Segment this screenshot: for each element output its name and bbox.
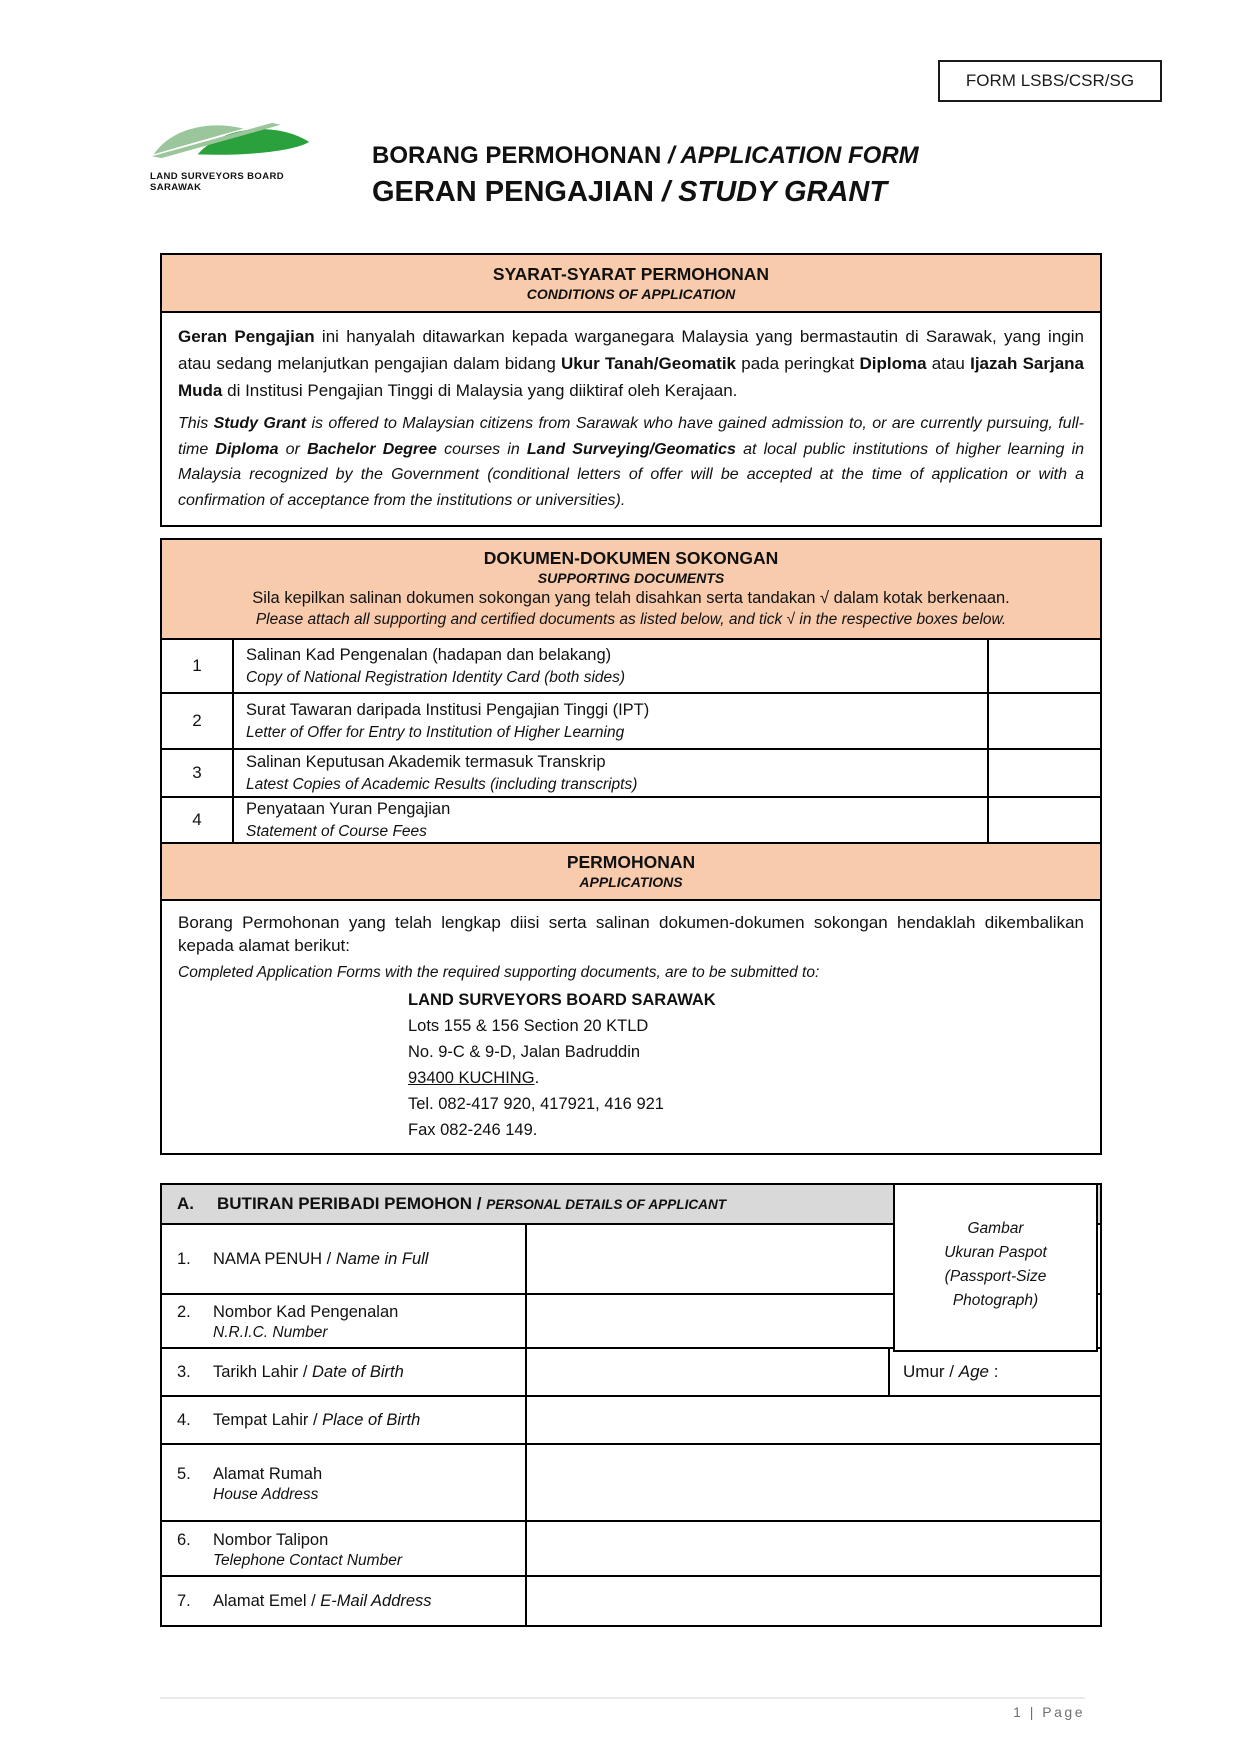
applications-heading-en: APPLICATIONS (579, 874, 683, 890)
field-label: Tarikh Lahir / Date of Birth (213, 1363, 404, 1381)
form-title-line1: BORANG PERMOHONAN / APPLICATION FORM (372, 142, 919, 169)
field-label: NAMA PENUH / Name in Full (213, 1250, 429, 1268)
footer-divider (160, 1697, 1085, 1699)
document-checkbox-cell-2[interactable] (987, 694, 1100, 748)
documents-note-my: Sila kepilkan salinan dokumen sokongan yang telah disahkan serta tandakan √ dalam kotak berkenaan. (252, 589, 1010, 607)
address-line-1: Lots 155 & 156 Section 20 KTLD (408, 1017, 649, 1035)
address-line-2: No. 9-C & 9-D, Jalan Badruddin (408, 1043, 641, 1061)
document-row-number: 1 (162, 640, 234, 692)
passport-photo-box[interactable] (893, 1183, 1098, 1352)
email-input-cell[interactable] (527, 1577, 1100, 1625)
documents-heading-en: SUPPORTING DOCUMENTS (537, 570, 725, 586)
conditions-section (160, 253, 1102, 527)
document-desc-my: Surat Tawaran daripada Institusi Pengajian Tinggi (IPT) (246, 700, 650, 719)
conditions-heading-en: CONDITIONS OF APPLICATION (526, 286, 736, 302)
document-desc-en: Latest Copies of Academic Results (including transcripts) (246, 775, 638, 793)
conditions-body (162, 313, 1100, 525)
document-desc-en: Letter of Offer for Entry to Institution of Higher Learning (246, 723, 625, 741)
form-code-box (938, 60, 1162, 102)
field-label: Nombor Kad Pengenalan (213, 1303, 399, 1321)
field-row-telephone (162, 1522, 1100, 1577)
conditions-header-band (162, 255, 1100, 313)
documents-header-band (162, 540, 1100, 640)
field-row-email (162, 1577, 1100, 1625)
field-row-date-of-birth (162, 1349, 1100, 1397)
field-row-house-address (162, 1445, 1100, 1522)
document-row-number: 3 (162, 750, 234, 796)
address-city: 93400 KUCHING (408, 1069, 535, 1087)
address-line-3 (408, 1065, 1084, 1091)
field-label-en: Telephone Contact Number (213, 1551, 402, 1569)
documents-heading-my: DOKUMEN-DOKUMEN SOKONGAN (483, 548, 779, 568)
logo-hills-icon (150, 151, 312, 168)
document-desc-my: Salinan Kad Pengenalan (hadapan dan belakang) (246, 645, 612, 664)
photo-box-line3: (Passport-Size (944, 1268, 1047, 1285)
documents-note-en: Please attach all supporting and certified documents as listed below, and tick √ in the respective boxes below. (255, 611, 1007, 628)
document-row-3 (162, 750, 1100, 798)
place-of-birth-input-cell[interactable] (527, 1397, 1100, 1443)
field-number: 2. (177, 1303, 191, 1321)
form-code-text: FORM LSBS/CSR/SG (965, 71, 1135, 90)
document-row-4 (162, 798, 1100, 844)
form-title-line2: GERAN PENGAJIAN / STUDY GRANT (372, 176, 888, 208)
telephone-input-cell[interactable] (527, 1522, 1100, 1575)
document-row-2 (162, 694, 1100, 750)
conditions-paragraph-my: Geran Pengajian ini hanyalah ditawarkan kepada warganegara Malaysia yang bermastautin di Sarawak, yang ingin atau sedang melanjutkan pengajian dalam bidang Ukur Tanah/Geomatik pada peringkat Diploma atau Ijazah Sarjana Muda di Institusi Pengajian Tinggi di Malaysia yang diiktiraf oleh Kerajaan. (178, 327, 1084, 400)
house-address-input-cell[interactable] (527, 1445, 1100, 1520)
field-label: Alamat Emel / E-Mail Address (213, 1592, 432, 1610)
field-label-en: N.R.I.C. Number (213, 1324, 328, 1341)
applications-header-band (162, 844, 1100, 901)
section-a-letter: A. (177, 1194, 194, 1213)
field-number: 4. (177, 1411, 191, 1429)
photo-box-line2: Ukuran Paspot (944, 1244, 1047, 1261)
section-a-heading: BUTIRAN PERIBADI PEMOHON / PERSONAL DETAILS OF APPLICANT (217, 1194, 727, 1213)
photo-box-line4: Photograph) (952, 1292, 1039, 1309)
organization-logo (150, 118, 328, 193)
applications-paragraph-en: Completed Application Forms with the required supporting documents, are to be submitted to: (178, 964, 820, 981)
document-desc-en: Copy of National Registration Identity Card (both sides) (246, 668, 626, 686)
applications-paragraph-my: Borang Permohonan yang telah lengkap diisi serta salinan dokumen-dokumen sokongan hendaklah dikembalikan kepada alamat berikut: (178, 913, 1084, 955)
document-desc-en: Statement of Course Fees (246, 822, 427, 840)
field-number: 1. (177, 1250, 191, 1268)
document-row-description (234, 694, 987, 748)
documents-section (160, 538, 1102, 1155)
field-number: 7. (177, 1592, 191, 1610)
address-telephone: Tel. 082-417 920, 417921, 416 921 (408, 1095, 664, 1113)
conditions-paragraph-en: This Study Grant is offered to Malaysian citizens from Sarawak who have gained admission to, or are currently pursuing, full-time Diploma or Bachelor Degree courses in Land Surveying/Geomatics at local public institutions of higher learning in Malaysia recognized by the Government (conditional letters of offer will be accepted at the time of application or with a confirmation of acceptance from the institutions or universities). (178, 415, 1085, 509)
document-checkbox-cell-3[interactable] (987, 750, 1100, 796)
photo-box-line1: Gambar (967, 1220, 1024, 1237)
age-cell[interactable] (890, 1349, 1100, 1395)
document-row-number: 2 (162, 694, 234, 748)
submission-address (408, 987, 1084, 1143)
document-row-description (234, 640, 987, 692)
field-number: 6. (177, 1530, 191, 1549)
field-number: 3. (177, 1363, 191, 1381)
field-number: 5. (177, 1464, 191, 1483)
conditions-heading-my: SYARAT-SYARAT PERMOHONAN (492, 264, 770, 284)
field-label-en: House Address (213, 1485, 319, 1503)
document-checkbox-cell-4[interactable] (987, 798, 1100, 842)
document-desc-my: Salinan Keputusan Akademik termasuk Transkrip (246, 752, 606, 771)
personal-details-section (160, 1183, 1102, 1627)
document-checkbox-cell-1[interactable] (987, 640, 1100, 692)
address-city-period: . (534, 1069, 540, 1087)
applications-body (162, 901, 1100, 1153)
address-org-name: LAND SURVEYORS BOARD SARAWAK (408, 991, 716, 1009)
form-title (372, 141, 919, 211)
document-row-1 (162, 640, 1100, 694)
address-fax: Fax 082-246 149. (408, 1121, 538, 1139)
field-label: Tempat Lahir / Place of Birth (213, 1411, 421, 1429)
document-row-number: 4 (162, 798, 234, 842)
applications-heading-my: PERMOHONAN (566, 852, 696, 872)
age-label: Umur / Age : (903, 1362, 999, 1381)
document-desc-my: Penyataan Yuran Pengajian (246, 799, 451, 818)
page-number: 1 | Page (1013, 1704, 1085, 1720)
field-label: Nombor Talipon (213, 1530, 329, 1549)
field-row-place-of-birth (162, 1397, 1100, 1445)
document-row-description (234, 798, 987, 842)
document-row-description (234, 750, 987, 796)
date-of-birth-input-cell[interactable] (527, 1349, 890, 1395)
logo-caption: LAND SURVEYORS BOARD SARAWAK (150, 171, 284, 193)
field-label: Alamat Rumah (213, 1464, 323, 1483)
